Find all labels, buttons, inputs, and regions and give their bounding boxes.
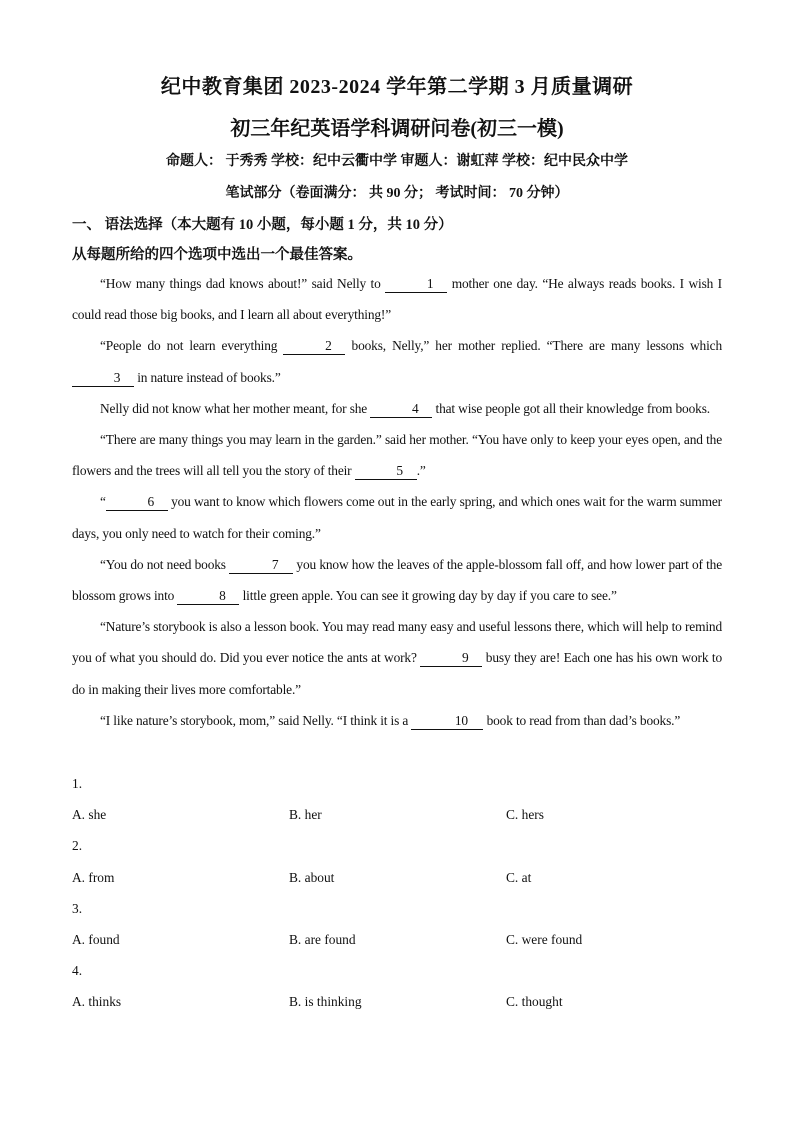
passage-text: you know how the leaves of the apple-blossom fall off, and how lower part of the blossom grows into [72, 556, 722, 604]
passage-paragraph [72, 549, 722, 611]
option-a[interactable]: A. she [72, 807, 107, 823]
passage-paragraph [72, 393, 722, 424]
passage-text: Nelly did not know what her mother meant, for she [100, 400, 371, 416]
question-number: 3. [72, 900, 83, 916]
option-c[interactable]: C. at [506, 869, 532, 885]
question-list [72, 768, 722, 1018]
passage-text: little green apple. You can see it growing day by day if you care to see.” [239, 588, 617, 604]
option-c[interactable]: C. were found [506, 931, 583, 947]
exam-subtitle: 初三年纪英语学科调研问卷(初三一模) [230, 118, 564, 140]
blank-10: 10 [411, 713, 483, 730]
passage-text: “ [100, 494, 106, 510]
passage-text: “People do not learn everything [100, 338, 284, 354]
blank-7: 7 [229, 557, 293, 574]
passage-paragraph [72, 705, 722, 736]
passage-text: “You do not need books [100, 556, 230, 572]
exam-info: 笔试部分（卷面满分： 共 90 分； 考试时间： 70 分钟） [225, 186, 569, 201]
passage-paragraph [72, 611, 722, 705]
blank-2: 2 [283, 338, 345, 355]
passage-paragraph [72, 424, 722, 486]
section-instruction: 从每题所给的四个选项中选出一个最佳答案。 [72, 247, 362, 263]
question-options [72, 862, 722, 893]
passage-paragraph [72, 330, 722, 392]
passage-paragraph [72, 486, 722, 548]
option-a[interactable]: A. from [72, 869, 115, 885]
blank-8: 8 [177, 588, 239, 605]
passage-text: you want to know which flowers come out in the early spring, and which ones wait for the warm summer days, you only need to watch for their coming.” [72, 494, 722, 541]
blank-5: 5 [355, 463, 417, 480]
option-a[interactable]: A. found [72, 931, 120, 947]
option-c[interactable]: C. thought [506, 994, 563, 1010]
section-heading: 一、 语法选择（本大题有 10 小题，每小题 1 分，共 10 分） [72, 217, 453, 233]
question-number: 2. [72, 838, 83, 854]
blank-1: 1 [385, 276, 447, 293]
question-number: 4. [72, 963, 83, 979]
blank-4: 4 [370, 401, 432, 418]
passage-text: .” [416, 463, 426, 479]
question-options [72, 924, 722, 955]
option-b[interactable]: B. are found [289, 931, 356, 947]
passage-text: “There are many things you may learn in the garden.” said her mother. “You have only to keep your eyes open, and the flowers and the trees will all tell you the story of their [72, 432, 722, 479]
option-c[interactable]: C. hers [506, 807, 544, 823]
passage-text: in nature instead of books.” [134, 369, 281, 385]
passage-text: “Nature’s storybook is also a lesson book. You may read many easy and useful lessons there, which will help to remind you of what you should do. Did you ever notice the ants at work? [72, 619, 722, 666]
exam-title: 纪中教育集团 2023-2024 学年第二学期 3 月质量调研 [160, 76, 634, 98]
author-info: 命题人： 于秀秀 学校：纪中云衢中学 审题人：谢虹萍 学校：纪中民众中学 [166, 154, 628, 169]
option-b[interactable]: B. is thinking [289, 994, 362, 1010]
question-number: 1. [72, 776, 83, 791]
passage-text: mother one day. “He always reads books. I wish I could read those big books, and I learn all about everything!” [72, 276, 722, 323]
question-options [72, 799, 722, 830]
passage-text: “I like nature’s storybook, mom,” said Nelly. “I think it is a [100, 712, 412, 728]
passage-text: busy they are! Each one has his own work to do in making their lives more comfortable.” [72, 650, 722, 697]
option-b[interactable]: B. her [289, 807, 322, 823]
blank-6: 6 [106, 494, 168, 511]
passage-paragraph [72, 268, 722, 330]
question-options [72, 986, 722, 1017]
blank-3: 3 [72, 370, 134, 387]
passage-text: books, Nelly,” her mother replied. “There are many lessons which [345, 338, 722, 354]
cloze-passage [72, 268, 722, 736]
passage-text: that wise people got all their knowledge from books. [432, 400, 710, 416]
passage-text: book to read from than dad’s books.” [483, 712, 681, 728]
option-b[interactable]: B. about [289, 869, 335, 885]
passage-text: “How many things dad knows about!” said Nelly to [100, 276, 386, 291]
option-a[interactable]: A. thinks [72, 994, 122, 1010]
blank-9: 9 [420, 650, 482, 667]
